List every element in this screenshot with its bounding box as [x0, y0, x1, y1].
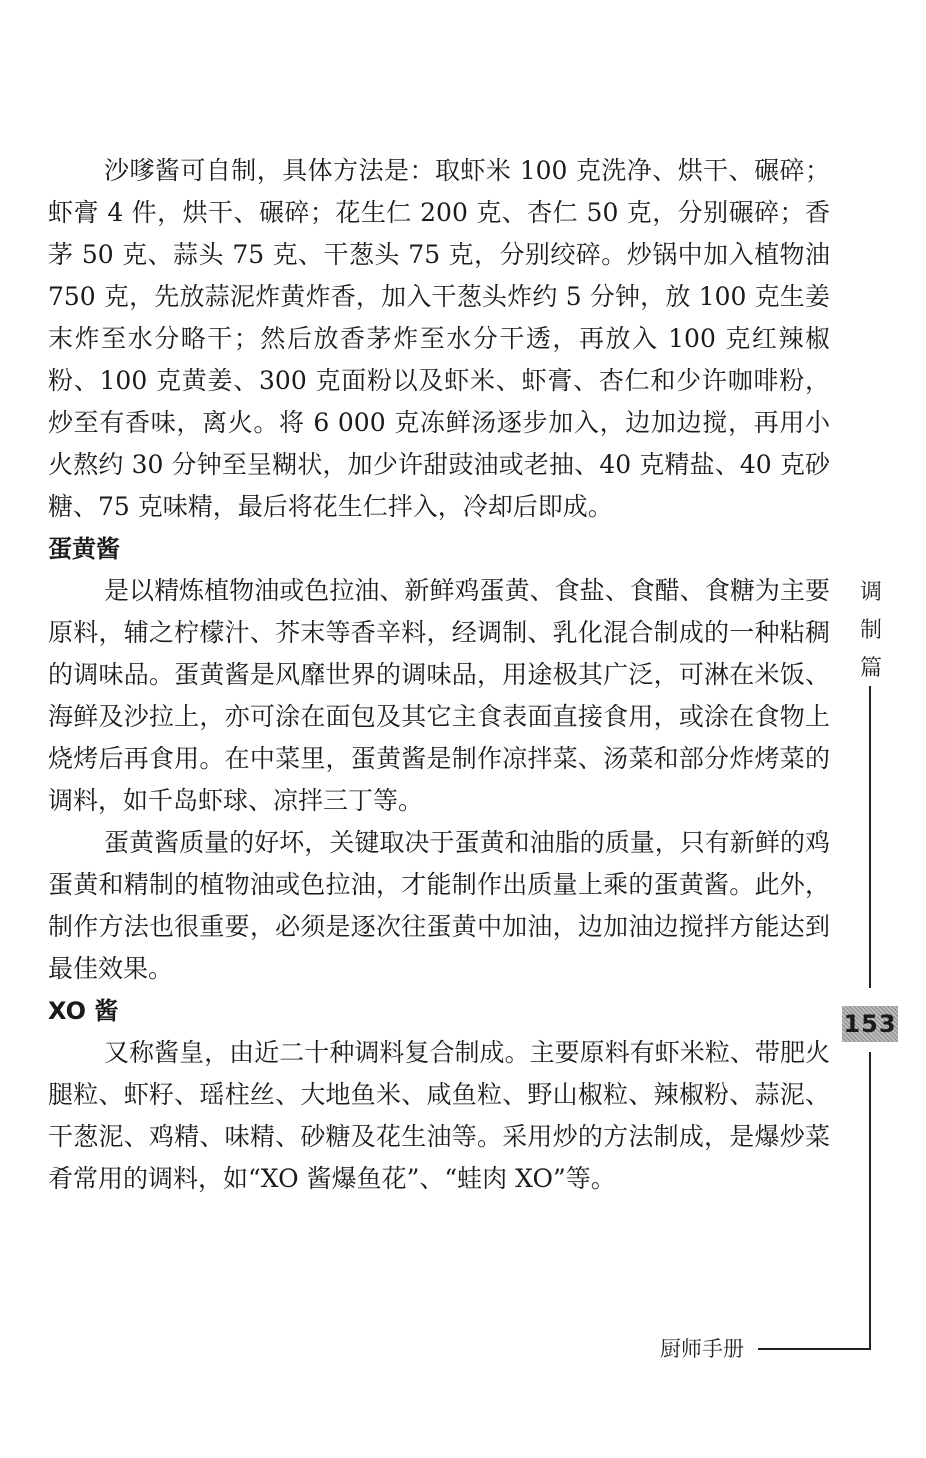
side-rule-top: [869, 686, 871, 988]
paragraph-xo-sauce: 又称酱皇，由近二十种调料复合制成。主要原料有虾米粒、带肥火腿粒、虾籽、瑶柱丝、大地鱼米、咸鱼粒、野山椒粒、辣椒粉、蒜泥、干葱泥、鸡精、味精、砂糖及花生油等。采用炒的方法制成，是爆炒菜肴常用的调料，如“XO 酱爆鱼花”、“蛙肉 XO”等。: [48, 1038, 830, 1193]
section-label-char: 调: [859, 580, 882, 605]
book-title: 厨师手册: [660, 1337, 744, 1361]
footer-rule: [758, 1348, 871, 1350]
section-label-text: [856, 574, 886, 688]
paragraph-satay-recipe: 沙嗲酱可自制，具体方法是：取虾米 100 克洗净、烘干、碾碎；虾膏 4 件，烘干、碾碎；花生仁 200 克、杏仁 50 克，分别碾碎；香茅 50 克、蒜头 75 克、干葱头 75 克，分别绞碎。炒锅中加入植物油 750 克，先放蒜泥炸黄炸香，加入干葱头炸约 5 分钟，放 100 克生姜末炸至水分略干；然后放香茅炸至水分干透，再放入 100 克红辣椒粉、100 克黄姜、300 克面粉以及虾米、虾膏、杏仁和少许咖啡粉，炒至有香味，离火。将 6 000 克冻鲜汤逐步加入，边加边搅，再用小火熬约 30 分钟至呈糊状，加少许甜豉油或老抽、40 克精盐、40 克砂糖、75 克味精，最后将花生仁拌入，冷却后即成。: [48, 156, 830, 521]
section-label-char: 篇: [859, 656, 882, 681]
main-text: [48, 150, 830, 1200]
section-label: [856, 574, 886, 688]
heading-mayonnaise: 蛋黄酱: [48, 535, 120, 563]
heading-xo-sauce: XO 酱: [48, 997, 119, 1025]
section-label-char: 制: [859, 618, 882, 643]
page-number: 153: [843, 1010, 897, 1038]
page-number-badge: [842, 1006, 898, 1042]
side-rule-bottom: [869, 1052, 871, 1348]
paragraph-mayonnaise-quality: 蛋黄酱质量的好坏，关键取决于蛋黄和油脂的质量，只有新鲜的鸡蛋黄和精制的植物油或色拉油，才能制作出质量上乘的蛋黄酱。此外，制作方法也很重要，必须是逐次往蛋黄中加油，边加油边搅拌方能达到最佳效果。: [48, 828, 830, 983]
paragraph-mayonnaise-intro: 是以精炼植物油或色拉油、新鲜鸡蛋黄、食盐、食醋、食糖为主要原料，辅之柠檬汁、芥末等香辛料，经调制、乳化混合制成的一种粘稠的调味品。蛋黄酱是风靡世界的调味品，用途极其广泛，可淋在米饭、海鲜及沙拉上，亦可涂在面包及其它主食表面直接食用，或涂在食物上烧烤后再食用。在中菜里，蛋黄酱是制作凉拌菜、汤菜和部分炸烤菜的调料，如千岛虾球、凉拌三丁等。: [48, 576, 830, 815]
